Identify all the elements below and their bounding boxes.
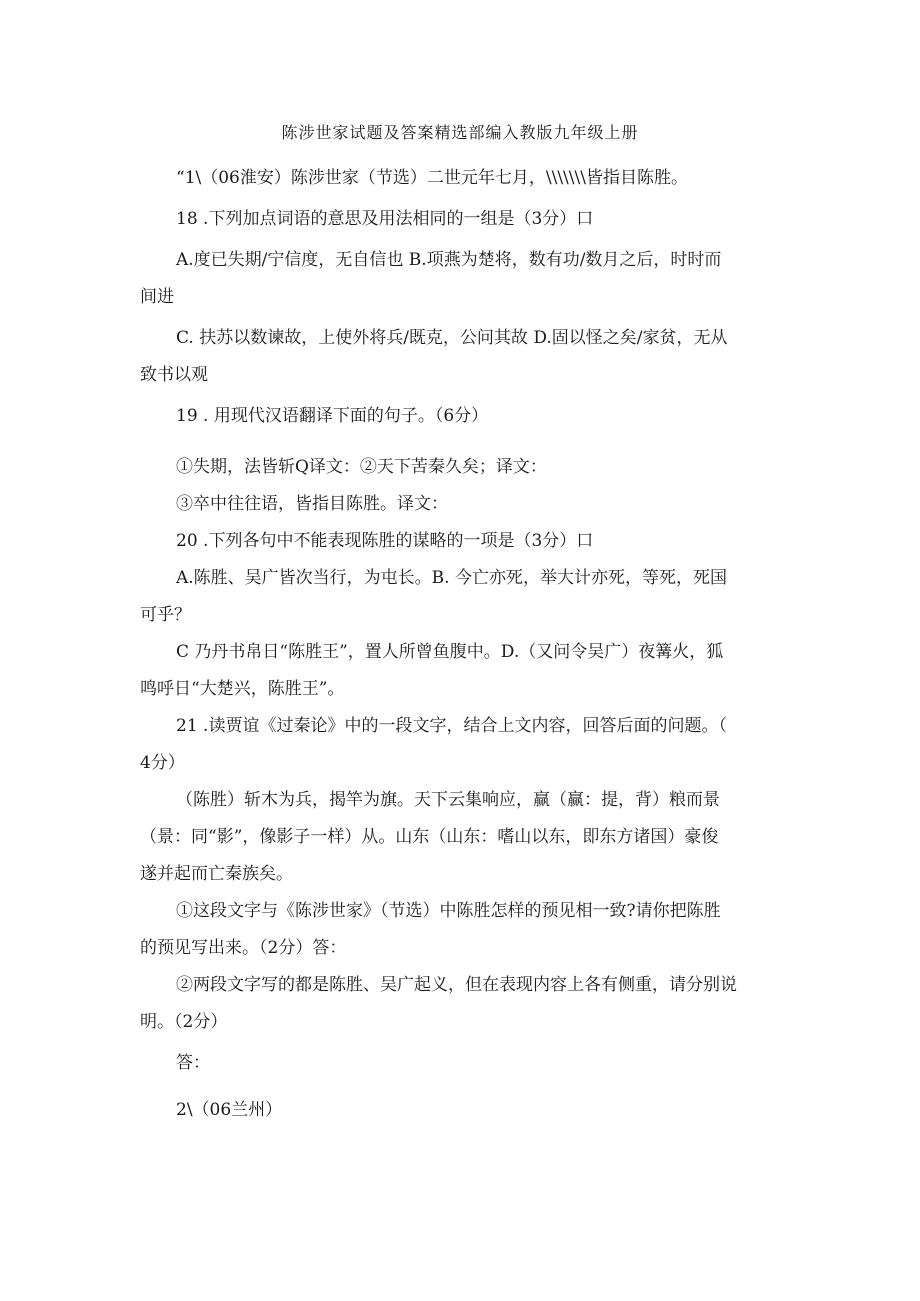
- passage-line: （陈胜）斩木为兵，揭竿为旗。天下云集响应，赢（赢：提，背）粮而景: [176, 790, 720, 810]
- question-21-score: 4分）: [140, 753, 185, 773]
- document-body: [140, 160, 785, 1129]
- question-18-option-line: 间进: [140, 287, 174, 307]
- answer-label: 答：: [176, 1053, 210, 1073]
- passage-line: 遂并起而亡秦族矣。: [140, 864, 293, 884]
- question-20-option-line: A.陈胜、吴广皆次当行，为屯长。B. 今亡亦死，举大计亦死，等死，死国: [176, 568, 727, 588]
- question-20: 20 .下列各句中不能表现陈胜的谋略的一项是（3分）口: [176, 531, 594, 551]
- question-21-sub-2: 明。（2分）: [140, 1012, 228, 1032]
- question-21-sub-1: ①这段文字与《陈涉世家》（节选）中陈胜怎样的预见相一致?请你把陈胜: [176, 901, 721, 921]
- question-18-option-line: C. 扶苏以数谏故，上使外将兵/既克，公问其故 D.固以怪之矣/家贫，无从: [176, 328, 728, 348]
- question-18-option-line: 致书以观: [140, 365, 208, 385]
- question-1-header: “1\（06淮安）陈涉世家（节选）二世元年七月，\\\\\\\皆指目陈胜。: [176, 168, 688, 188]
- question-18: 18 .下列加点词语的意思及用法相同的一组是（3分）口: [176, 209, 594, 229]
- document-title: 陈涉世家试题及答案精选部编入教版九年级上册: [281, 123, 639, 142]
- question-21-sub-1: 的预见写出来。（2分）答：: [140, 938, 347, 958]
- question-19-item: ③卒中往往语，皆指目陈胜。译文：: [176, 494, 448, 514]
- question-2-header: 2\（06兰州）: [176, 1100, 283, 1120]
- question-21-sub-2: ②两段文字写的都是陈胜、吴广起义，但在表现内容上各有侧重，请分别说: [176, 975, 737, 995]
- question-18-option-line: A.度已失期/宁信度，无自信也 B.项燕为楚将，数有功/数月之后，时时而: [176, 250, 722, 270]
- question-21: 21 .读贾谊《过秦论》中的一段文字，结合上文内容，回答后面的问题。（: [176, 716, 727, 736]
- question-20-option-line: 可乎？: [140, 605, 191, 625]
- question-19-item: ①失期，法皆斩Q译文：②天下苦秦久矣；译文：: [176, 457, 547, 477]
- question-20-option-line: C 乃丹书帛日“陈胜王”，置人所曾鱼腹中。D.（又问令吴广）夜篝火，狐: [176, 642, 724, 662]
- question-19: 19 . 用现代汉语翻译下面的句子。（6分）: [176, 406, 489, 426]
- passage-line: （景：同“影”，像影子一样）从。山东（山东：嗜山以东，即东方诸国）豪俊: [140, 827, 719, 847]
- question-20-option-line: 鸣呼日“大楚兴，陈胜王”。: [140, 679, 345, 699]
